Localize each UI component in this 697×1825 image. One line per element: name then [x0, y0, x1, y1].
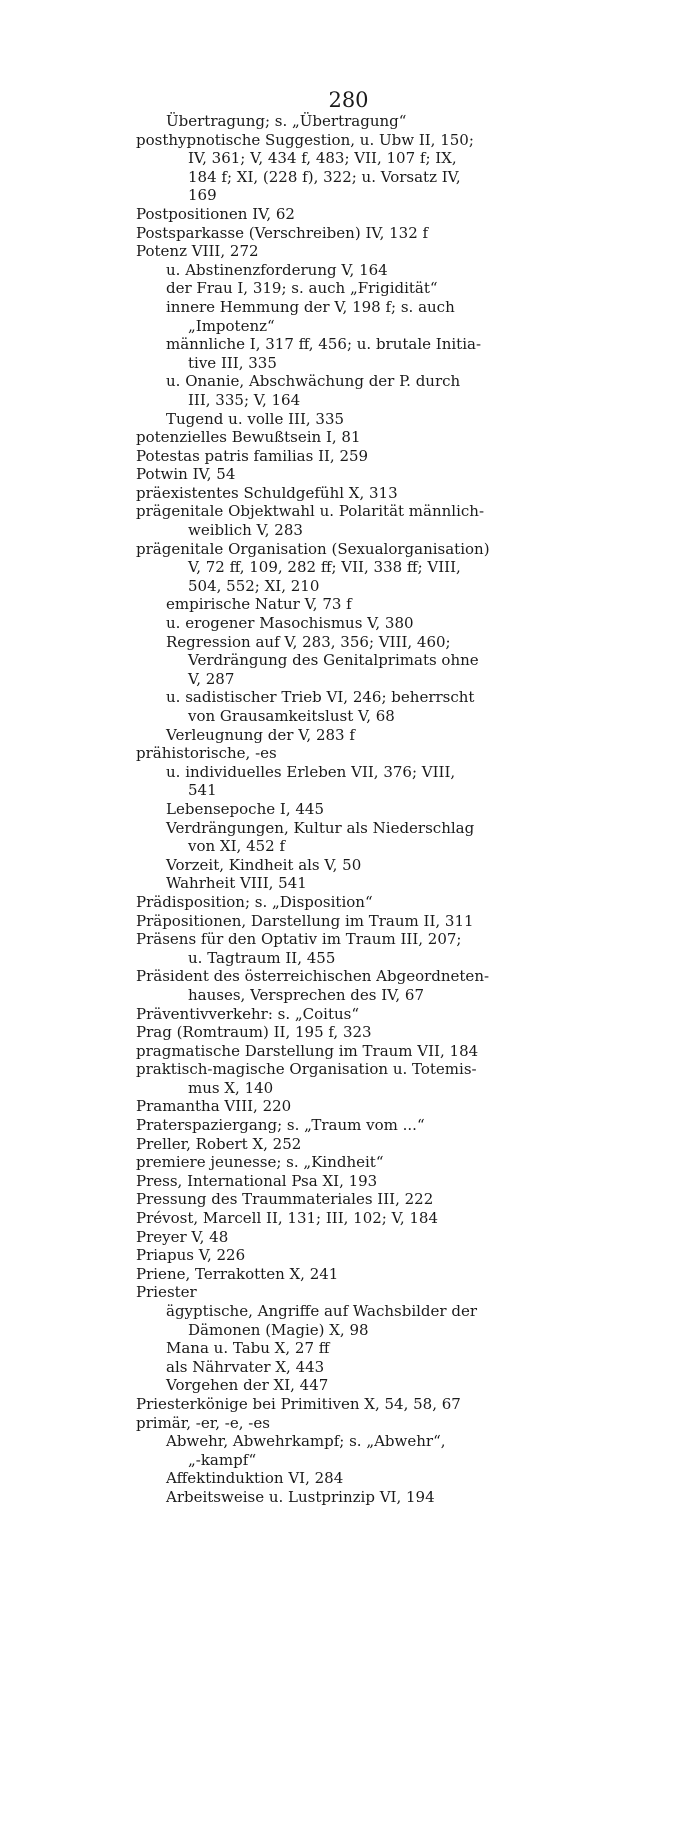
- index-entry: Priapus V, 226: [136, 1246, 246, 1265]
- index-entry: Präpositionen, Darstellung im Traum II, 311: [136, 911, 474, 930]
- index-entry: posthypnotische Suggestion, u. Ubw II, 150;: [136, 130, 474, 149]
- index-subentry: u. Tagtraum II, 455: [188, 948, 336, 967]
- index-entry: premiere jeunesse; s. „Kindheit“: [136, 1153, 384, 1172]
- index-subentry: von XI, 452 f: [188, 837, 286, 856]
- index-subentry: Vorzeit, Kindheit als V, 50: [166, 855, 362, 874]
- index-subentry: empirische Natur V, 73 f: [166, 595, 352, 614]
- index-subentry: IV, 361; V, 434 f, 483; VII, 107 f; IX,: [188, 149, 457, 168]
- index-subentry: ägyptische, Angriffe auf Wachsbilder der: [166, 1302, 477, 1320]
- index-entry: Postpositionen IV, 62: [136, 204, 295, 223]
- index-entry: Postsparkasse (Verschreiben) IV, 132 f: [136, 223, 429, 242]
- index-entry: pragmatische Darstellung im Traum VII, 184: [136, 1041, 479, 1060]
- index-subentry: Übertragung; s. „Übertragung“: [166, 112, 407, 130]
- index-entry: Priesterkönige bei Primitiven X, 54, 58, 67: [136, 1394, 461, 1413]
- index-entry: Prag (Romtraum) II, 195 f, 323: [136, 1023, 372, 1042]
- index-subentry: Abwehr, Abwehrkampf; s. „Abwehr“,: [166, 1432, 446, 1451]
- index-subentry: Lebensepoche I, 445: [166, 799, 324, 818]
- index-subentry: „-kampf“: [188, 1450, 257, 1469]
- index-subentry: innere Hemmung der V, 198 f; s. auch: [166, 297, 455, 316]
- index-entry: Press, International Psa XI, 193: [136, 1171, 378, 1190]
- page-number: 280: [328, 88, 369, 112]
- index-entry: Präventivverkehr: s. „Coitus“: [136, 1004, 360, 1023]
- index-subentry: Affektinduktion VI, 284: [166, 1469, 344, 1488]
- index-entry: prähistorische, -es: [136, 744, 277, 763]
- index-subentry: u. sadistischer Trieb VI, 246; beherrscht: [166, 688, 475, 707]
- index-entry: Pramantha VIII, 220: [136, 1097, 292, 1116]
- index-entry: Priester: [136, 1283, 197, 1302]
- index-subentry: tive III, 335: [188, 353, 277, 372]
- index-entry: potenzielles Bewußtsein I, 81: [136, 428, 361, 447]
- index-subentry: der Frau I, 319; s. auch „Frigidität“: [166, 279, 438, 298]
- index-subentry: 184 f; XI, (228 f), 322; u. Vorsatz IV,: [188, 167, 461, 186]
- index-entry: Potwin IV, 54: [136, 465, 236, 484]
- index-subentry: Verleugnung der V, 283 f: [166, 725, 355, 744]
- index-subentry: u. erogener Masochismus V, 380: [166, 614, 414, 633]
- index-subentry: 504, 552; XI, 210: [188, 576, 320, 595]
- index-subentry: männliche I, 317 ff, 456; u. brutale Initia-: [166, 335, 482, 354]
- index-subentry: Regression auf V, 283, 356; VIII, 460;: [166, 632, 451, 651]
- index-entry: Pressung des Traummateriales III, 222: [136, 1190, 434, 1209]
- index-subentry: 541: [188, 781, 217, 800]
- index-subentry: Arbeitsweise u. Lustprinzip VI, 194: [166, 1487, 435, 1506]
- index-subentry: u. Abstinenzforderung V, 164: [166, 260, 388, 279]
- index-subentry: Wahrheit VIII, 541: [166, 874, 307, 893]
- index-entry: Präsens für den Optativ im Traum III, 207;: [136, 930, 462, 949]
- index-entry: Praterspaziergang; s. „Traum vom ...“: [136, 1116, 425, 1135]
- index-subentry: Mana u. Tabu X, 27 ff: [166, 1339, 330, 1358]
- index-subentry: III, 335; V, 164: [188, 390, 301, 409]
- index-subentry: Vorgehen der XI, 447: [166, 1376, 329, 1395]
- index-entry: Potenz VIII, 272: [136, 242, 259, 261]
- index-subentry: hauses, Versprechen des IV, 67: [188, 985, 424, 1004]
- index-entry: Prädisposition; s. „Disposition“: [136, 892, 373, 911]
- index-subentry: V, 287: [188, 669, 235, 688]
- index-entry: Preller, Robert X, 252: [136, 1134, 302, 1153]
- index-subentry: von Grausamkeitslust V, 68: [188, 707, 395, 725]
- index-subentry: V, 72 ff, 109, 282 ff; VII, 338 ff; VIII,: [188, 558, 461, 577]
- index-subentry: u. Onanie, Abschwächung der P. durch: [166, 372, 461, 391]
- index-entry: primär, -er, -e, -es: [136, 1413, 270, 1432]
- index-subentry: als Nährvater X, 443: [166, 1357, 325, 1376]
- index-subentry: mus X, 140: [188, 1078, 274, 1097]
- index-entry: Preyer V, 48: [136, 1227, 229, 1246]
- index-entry: prägenitale Objektwahl u. Polarität männlich-: [136, 502, 485, 521]
- index-entry: Potestas patris familias II, 259: [136, 446, 369, 465]
- index-entry: Priene, Terrakotten X, 241: [136, 1264, 339, 1283]
- index-subentry: Tugend u. volle III, 335: [166, 409, 345, 428]
- index-entry: Prévost, Marcell II, 131; III, 102; V, 184: [136, 1209, 438, 1228]
- index-subentry: Dämonen (Magie) X, 98: [188, 1320, 369, 1339]
- index-subentry: Verdrängung des Genitalprimats ohne: [188, 651, 479, 670]
- index-entry: praktisch-magische Organisation u. Totemis-: [136, 1060, 477, 1079]
- index-subentry: Verdrängungen, Kultur als Niederschlag: [166, 818, 475, 837]
- index-subentry: 169: [188, 186, 217, 205]
- index-entry: präexistentes Schuldgefühl X, 313: [136, 483, 398, 502]
- index-column: [136, 112, 556, 1507]
- index-subentry: „Impotenz“: [188, 316, 275, 335]
- index-entry: prägenitale Organisation (Sexualorganisation): [136, 539, 490, 558]
- index-subentry: u. individuelles Erleben VII, 376; VIII,: [166, 762, 456, 781]
- index-entry: Präsident des österreichischen Abgeordneten-: [136, 967, 490, 986]
- index-subentry: weiblich V, 283: [188, 521, 303, 540]
